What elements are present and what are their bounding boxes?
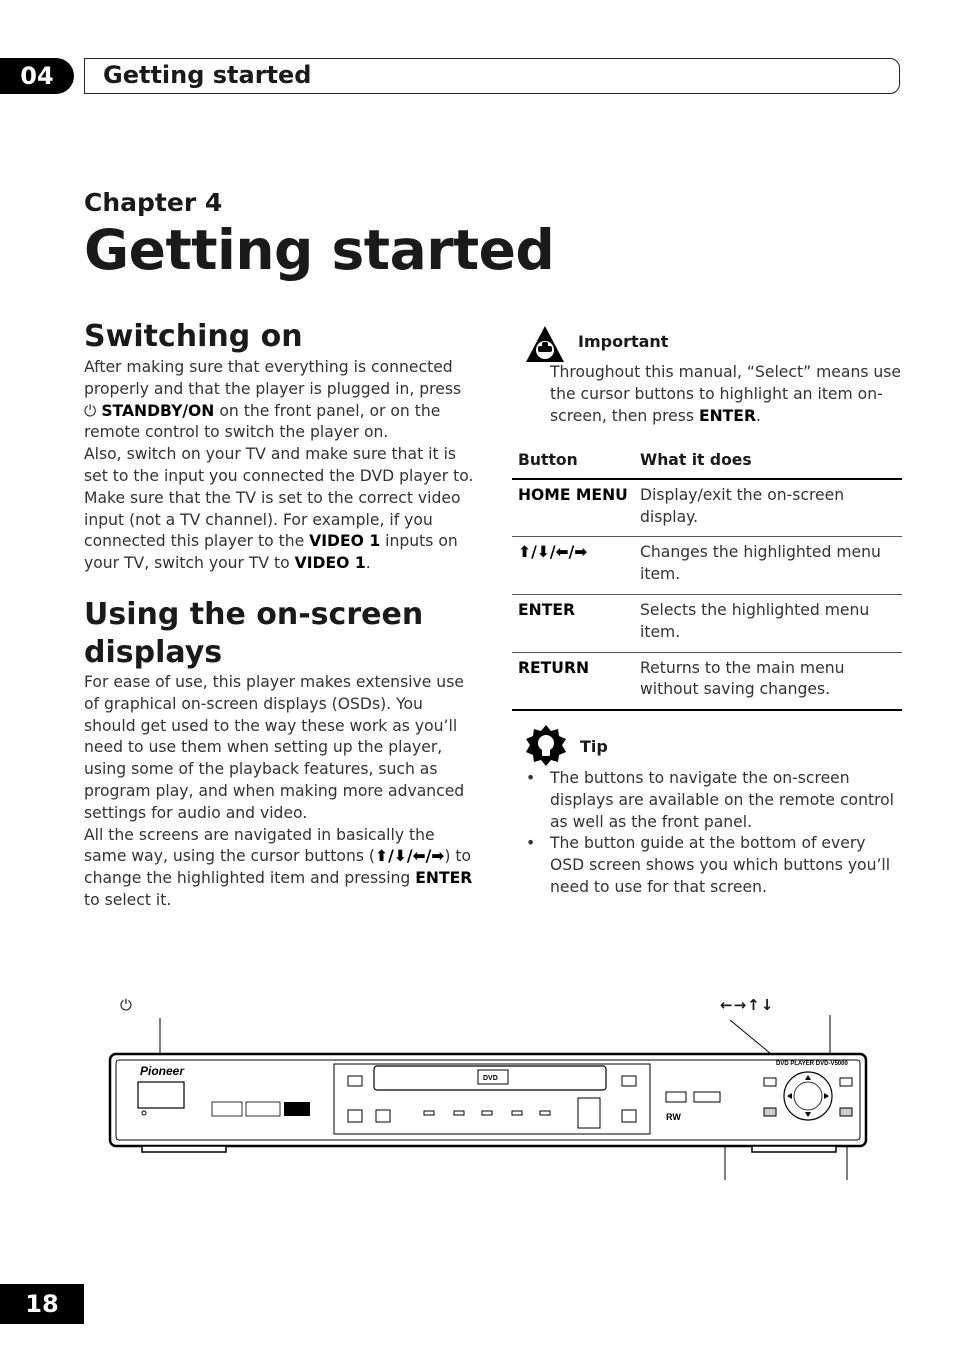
switching-on-heading: Switching on [84,319,303,354]
table-cell-button: HOME MENU [512,479,634,537]
video1-key: VIDEO 1 [309,532,381,551]
switching-on-paragraph-1 [84,357,476,444]
button-table [512,446,902,711]
tip-list [512,768,902,899]
text: All the screens are navigated in basically the same way, using the cursor buttons ( [84,825,435,866]
table-cell-button: RETURN [512,652,634,710]
enter-key: ENTER [415,869,473,888]
table-cell-desc: Changes the highlighted menu item. [634,537,902,595]
table-cell-desc: Returns to the main menu without saving changes. [634,652,902,710]
osd-heading-line-2: displays [84,634,223,670]
important-label: Important [578,332,669,351]
lightbulb-icon [524,724,568,772]
important-text [550,362,902,427]
enter-key: ENTER [698,406,756,425]
column-header-what: What it does [634,446,902,479]
tip-label: Tip [580,737,608,756]
cursor-arrows: ⬆/⬇/⬅/➡ [375,847,445,866]
page-number: 18 [0,1284,84,1324]
list-item: • The button guide at the bottom of every OSD screen shows you which buttons you’ll need to use for that screen. [550,833,902,898]
table-row [512,594,902,652]
tip-body [512,768,902,899]
text: Throughout this manual, “Select” means use the cursor buttons to highlight an item on-screen, then press [550,363,902,425]
text: . [755,406,761,425]
table-cell-button: ENTER [512,594,634,652]
text: Also, switch on your TV and make sure that it is set to the input you connected the DVD player to. Make sure that the TV is set to the correct video input (not a TV channel). For example, if you connected this player to the [84,445,474,551]
osd-paragraph-1: For ease of use, this player makes extensive use of graphical on-screen displays (OSDs). You should get used to the way these work as you’ll need to use them when setting up the player, using some of the playback features, such as program play, and when making more advanced settings for audio and video. [84,672,465,822]
cursor-arrows-icon: ←→↑↓ [720,996,775,1014]
section-title-bar: Getting started [84,58,900,94]
text: inputs on your TV, switch your TV to [84,532,458,573]
chapter-title: Getting started [84,218,555,282]
standby-key: STANDBY/ON [101,401,215,420]
osd-paragraph-2 [84,825,476,912]
dvd-logo: DVD [483,1075,498,1082]
table-cell-desc: Selects the highlighted menu item. [634,594,902,652]
chapter-number-tab: 04 [0,58,74,94]
text: on the front panel, or on the remote control to switch the player on. [84,401,441,442]
table-cell-button: ⬆/⬇/⬅/➡ [512,537,634,595]
osd-heading-line-1: Using the on-screen [84,596,424,632]
power-icon: ⏻ [84,401,97,420]
osd-body [84,672,476,912]
table-cell-desc: Display/exit the on-screen display. [634,479,902,537]
table-header-row [512,446,902,479]
button-table-wrap [512,446,902,711]
model-label: DVD PLAYER DVD-V5000 [776,1061,848,1067]
chapter-label: Chapter 4 [84,188,223,217]
table-row [512,479,902,537]
text: ) to change the highlighted item and pressing [84,847,472,888]
text: to select it. [84,890,172,909]
table-row [512,652,902,710]
text: After making sure that everything is connected properly and that the player is plugged in, press [84,358,462,398]
left-column [84,318,476,912]
video1-key: VIDEO 1 [294,554,366,573]
osd-heading [84,596,476,672]
switching-on-body [84,357,476,575]
rw-logo: RW [666,1112,681,1122]
column-header-button: Button [512,446,634,479]
brand-logo: Pioneer [140,1064,185,1078]
switching-on-paragraph-2 [84,444,476,575]
dvd-player-illustration [100,1010,880,1194]
power-icon: ⏻ [120,996,132,1014]
table-row [512,537,902,595]
list-item: • The buttons to navigate the on-screen displays are available on the remote control as well as the front panel. [550,768,902,833]
text: . [365,554,371,573]
